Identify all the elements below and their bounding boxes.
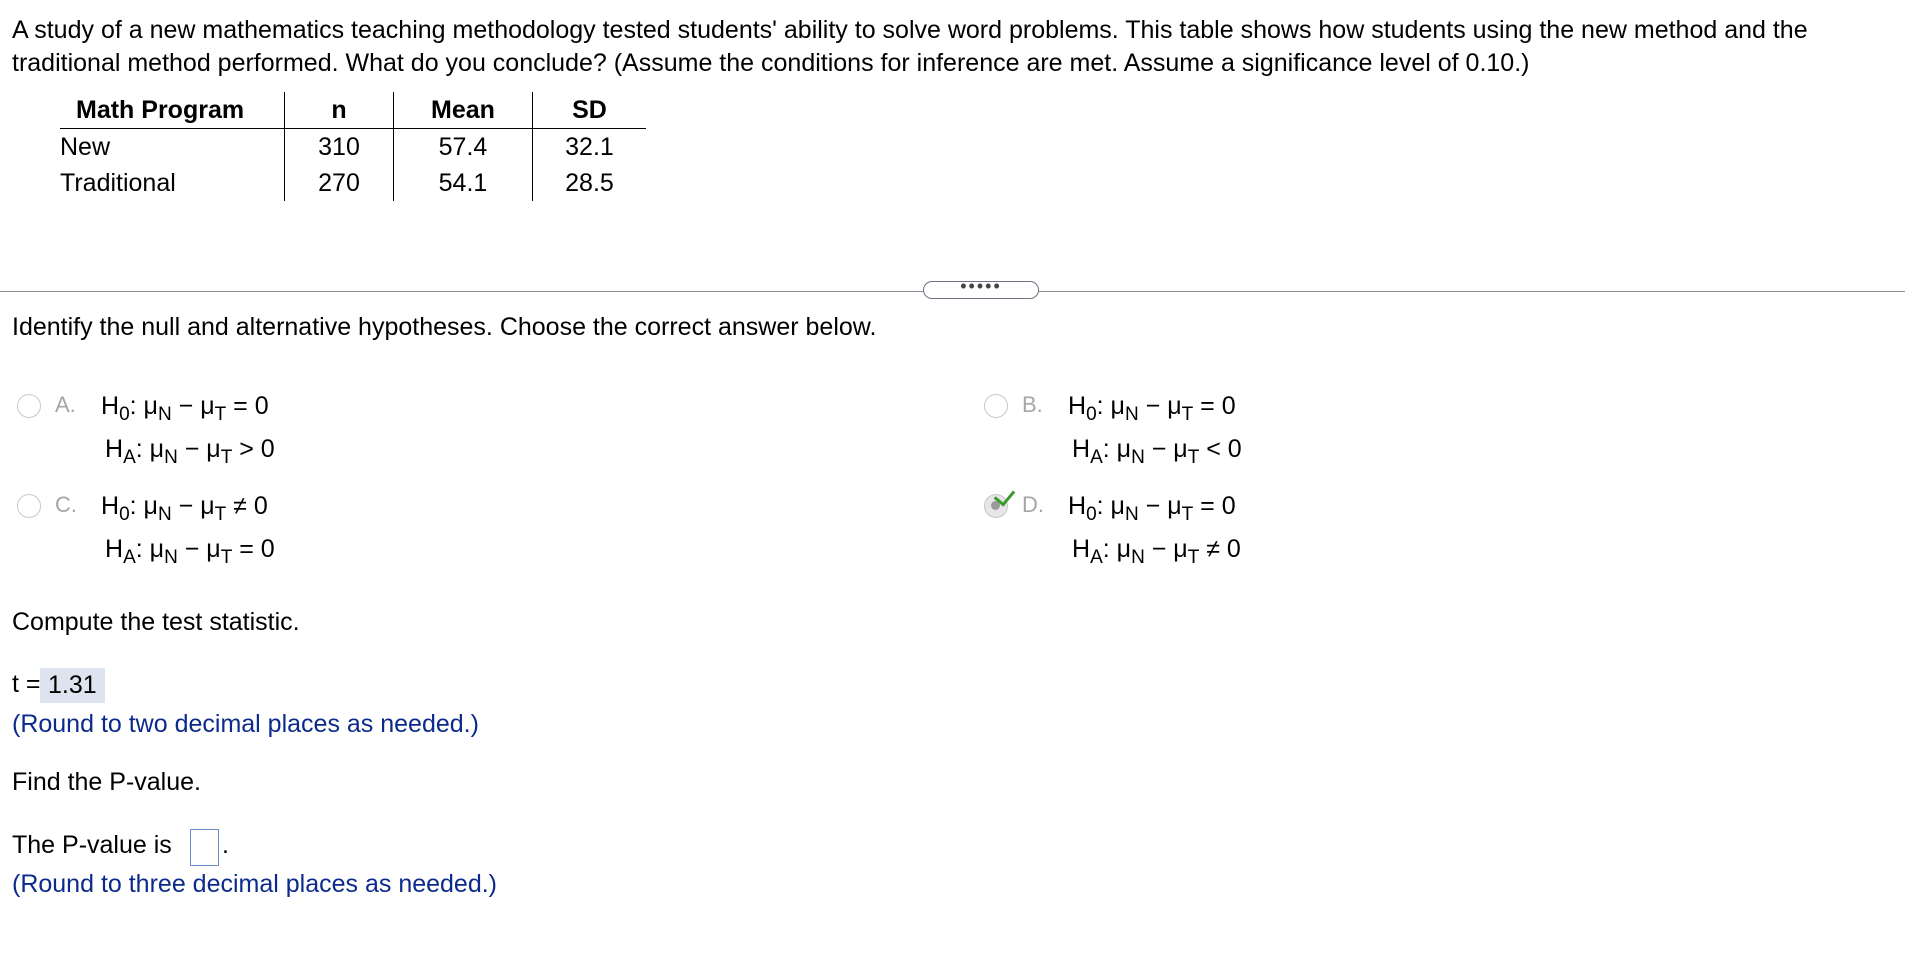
option-letter: C. — [55, 492, 77, 517]
alternative-hypothesis: $H_A$: $\mu_N - \mu_T < 0$ — [1072, 435, 1242, 468]
p-value-label: The P-value is — [12, 831, 172, 859]
option-letter: D. — [1022, 492, 1044, 517]
table-cell: 270 — [285, 165, 394, 201]
null-hypothesis: $H_0$: $\mu_N - \mu_T \ne 0$ — [101, 492, 268, 525]
data-table — [60, 92, 646, 201]
radio-button[interactable] — [17, 494, 41, 518]
problem-statement — [12, 14, 1897, 80]
null-hypothesis: $H_0$: $\mu_N - \mu_T = 0$ — [101, 392, 269, 425]
table-cell: Traditional — [60, 168, 176, 197]
radio-button[interactable] — [17, 394, 41, 418]
table-cell: 310 — [285, 129, 394, 166]
option-b[interactable] — [984, 392, 1344, 482]
question-test-statistic-prompt: Compute the test statistic. — [12, 608, 300, 636]
rounding-hint: (Round to two decimal places as needed.) — [12, 710, 479, 738]
table-cell: New — [60, 132, 111, 161]
option-a[interactable] — [17, 392, 377, 482]
p-value-input[interactable] — [190, 829, 219, 866]
sentence-period: . — [222, 831, 229, 859]
table-cell: 32.1 — [533, 129, 647, 166]
table-header-cell: Mean — [394, 92, 533, 129]
alternative-hypothesis: $H_A$: $\mu_N - \mu_T > 0$ — [105, 435, 275, 468]
option-letter: B. — [1022, 392, 1043, 417]
table-header-cell: Math Program — [60, 92, 285, 129]
divider-drag-handle[interactable]: ••••• — [923, 281, 1039, 299]
table-row — [60, 129, 646, 166]
table-cell: 28.5 — [533, 165, 647, 201]
option-c[interactable] — [17, 492, 377, 582]
table-cell: 54.1 — [394, 165, 533, 201]
t-label: t = — [12, 670, 41, 698]
rounding-hint: (Round to three decimal places as needed.) — [12, 870, 498, 898]
problem-statement-line-1: A study of a new mathematics teaching methodology tested students' ability to solve word problems. This table shows how students using the new method and the — [12, 16, 1808, 44]
null-hypothesis: $H_0$: $\mu_N - \mu_T = 0$ — [1068, 492, 1236, 525]
table-header-row — [60, 92, 646, 129]
question-p-value-prompt: Find the P-value. — [12, 768, 201, 796]
alternative-hypothesis: $H_A$: $\mu_N - \mu_T \ne 0$ — [1072, 535, 1241, 568]
question-hypotheses-prompt: Identify the null and alternative hypotheses. Choose the correct answer below. — [12, 313, 877, 341]
option-d[interactable] — [984, 492, 1344, 582]
problem-statement-line-2: traditional method performed. What do you conclude? (Assume the conditions for inference are met. Assume a significance level of 0.10.) — [12, 49, 1530, 77]
null-hypothesis: $H_0$: $\mu_N - \mu_T = 0$ — [1068, 392, 1236, 425]
table-header-cell: SD — [533, 92, 647, 129]
table-row — [60, 165, 646, 201]
t-answer-field[interactable]: 1.31 — [40, 668, 105, 703]
alternative-hypothesis: $H_A$: $\mu_N - \mu_T = 0$ — [105, 535, 275, 568]
radio-button[interactable] — [984, 394, 1008, 418]
table-cell: 57.4 — [394, 129, 533, 166]
option-letter: A. — [55, 392, 76, 417]
table-header-cell: n — [285, 92, 394, 129]
